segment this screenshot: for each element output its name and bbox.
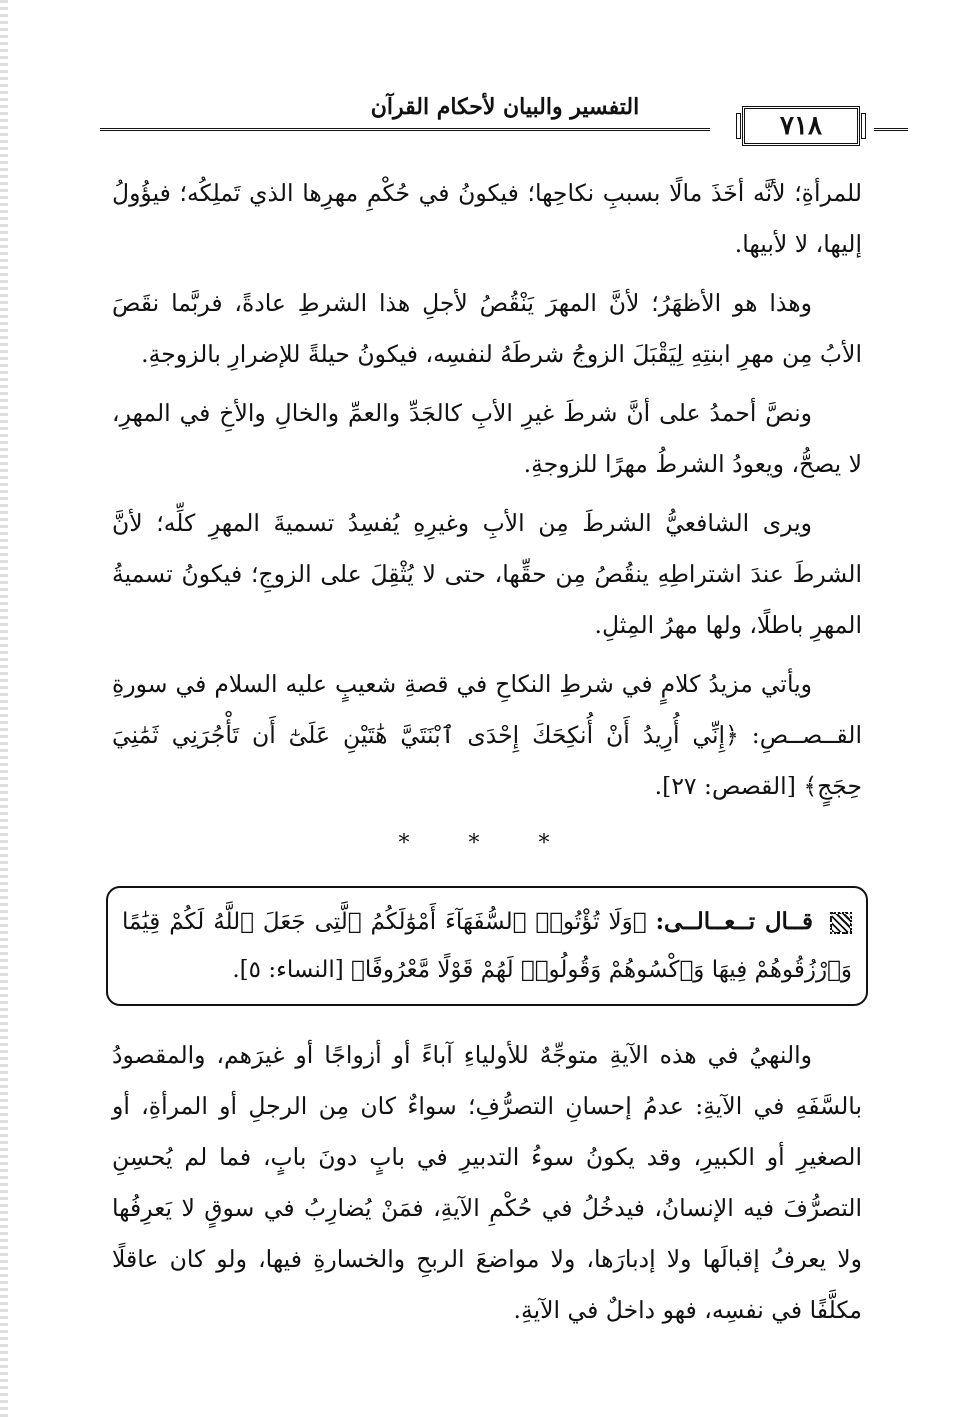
quran-verse-nisa: ﴿وَلَا تُؤْتُوا۟ ٱلسُّفَهَآءَ أَمْوَٰلَكُمُ ٱلَّتِى جَعَلَ ٱللَّهُ لَكُمْ قِيَٰمًا وَٱرْزُقُوهُمْ فِيهَا وَٱكْسُوهُمْ وَقُولُوا۟ لَهُمْ قَوْلًا مَّعْرُوفًا﴾ xyxy=(122,909,852,983)
header-rule-short xyxy=(874,128,908,131)
paragraph-5 xyxy=(112,659,862,812)
section-separator: * * * xyxy=(398,831,576,856)
quran-reference-nisa: [النساء: ٥]. xyxy=(232,957,344,983)
paragraph-4: ويرى الشافعيُّ الشرطَ مِن الأبِ وغيرِهِ يُفسِدُ تسميةَ المهرِ كلِّه؛ لأنَّ الشرطَ عندَ اشتراطِهِ ينقُصُ مِن حقِّها، حتى لا يُثْقِلَ على الزوجِ؛ فيكونُ تسميةُ المهرِ باطلًا، ولها مهرُ المِثلِ. xyxy=(112,509,862,639)
paragraph-5-text: ويأتي مزيدُ كلامٍ في شرطِ النكاحِ في قصةِ شعيبٍ عليه السلام في سورةِ القــصــصِ: xyxy=(112,670,862,749)
page-body xyxy=(112,168,862,1344)
book-title: التفسير والبيان لأحكام القرآن xyxy=(370,94,640,120)
quran-reference-qasas: [القصص: ٢٧]. xyxy=(654,772,796,800)
page-number: ٧١٨ xyxy=(742,106,860,146)
paragraph-1: للمرأةِ؛ لأنَّه أخَذَ مالًا بسببِ نكاحِها؛ فيكونُ في حُكْمِ مهرِها الذي تَملِكُه؛ فيؤُولُ إليها، لا لأبيها. xyxy=(112,179,862,258)
quran-quote-qasas: ﴿إِنِّي أُرِيدُ أَنْ أُنكِحَكَ إِحْدَى ٱبْنَتَيَّ هَٰتَيْنِ عَلَىٰٓ أَن تَأْجُرَنِي ثَمَٰنِيَ حِجَجٍ﴾ xyxy=(112,721,862,800)
verse-box xyxy=(106,886,868,1006)
paragraph-2: وهذا هو الأظهَرُ؛ لأنَّ المهرَ يَنْقُصُ لأجلِ هذا الشرطِ عادةً، فربَّما نقَصَ الأبُ مِن مهرِ ابنتِهِ لِيَقْبَلَ الزوجُ شرطَهُ لنفسِه، فيكونُ حيلةً للإضرارِ بالزوجةِ. xyxy=(112,289,862,368)
paragraph-6: والنهيُ في هذه الآيةِ متوجِّهٌ للأولياءِ آباءً أو أزواجًا أو غيرَهم، والمقصودُ بالسَّفَهِ في الآيةِ: عدمُ إحسانِ التصرُّفِ؛ سواءٌ كان مِن الرجلِ أو المرأةِ، أو الصغيرِ أو الكبيرِ، وقد يكونُ سوءُ التدبيرِ في بابٍ دونَ بابٍ، فما لم يُحسِنِ التصرُّفَ فيه الإنسانُ، فيدخُلُ في حُكْمِ الآيةِ، فمَنْ يُضارِبُ في سوقٍ لا يَعرِفُها ولا يعرفُ إقبالَها ولا إدبارَها، ولا مواضعَ الربحِ والخسارةِ فيها، ولو كان عاقلًا مكلَّفًا في نفسِه، فهو داخلٌ في الآيةِ. xyxy=(112,1041,862,1324)
paragraph-3: ونصَّ أحمدُ على أنَّ شرطَ غيرِ الأبِ كالجَدِّ والعمِّ والخالِ والأخِ في المهرِ، لا يصحُّ، ويعودُ الشرطُ مهرًا للزوجةِ. xyxy=(112,399,862,478)
header-rule xyxy=(100,128,710,131)
scan-edge xyxy=(0,0,8,1417)
page-header xyxy=(100,92,870,152)
verse-intro: قــال تــعــالــى: xyxy=(655,908,814,935)
verse-marker-icon xyxy=(830,912,852,934)
